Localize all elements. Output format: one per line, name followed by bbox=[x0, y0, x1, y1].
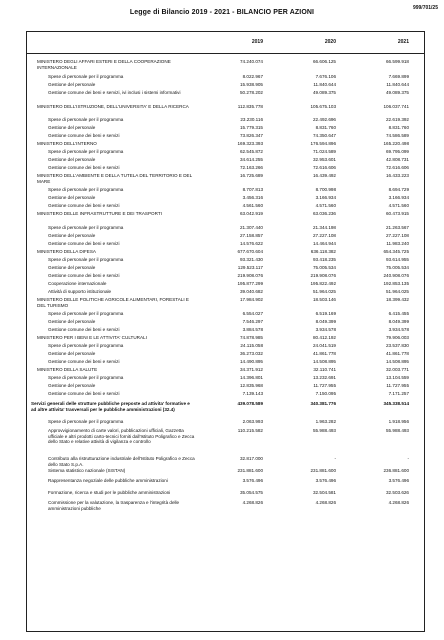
value-2019: 4.561.560 bbox=[242, 203, 263, 208]
value-2021: 42.808.731 bbox=[386, 157, 409, 162]
value-2019: 112.835.778 bbox=[237, 104, 263, 109]
value-2021: 66.599.918 bbox=[386, 59, 409, 64]
value-2021: 1.918.956 bbox=[388, 419, 409, 424]
value-2019: 74.240.074 bbox=[240, 59, 263, 64]
value-2021: 236.881.600 bbox=[383, 468, 409, 473]
value-2021: 22.619.392 bbox=[386, 117, 409, 122]
value-2019: 39.040.682 bbox=[240, 289, 263, 294]
row-label: Rappresentanza negoziale delle pubbliche amministrazioni bbox=[48, 478, 168, 483]
value-2020: 16.439.492 bbox=[313, 173, 336, 178]
value-2020: 4.571.560 bbox=[315, 203, 336, 208]
value-2019: 21.307.440 bbox=[240, 225, 263, 230]
value-2019: 14.490.895 bbox=[240, 359, 263, 364]
value-2019: 3.456.316 bbox=[242, 195, 263, 200]
value-2021: 60.473.915 bbox=[386, 211, 409, 216]
value-2021: 106.037.741 bbox=[383, 104, 409, 109]
value-2019: 169.323.393 bbox=[237, 141, 263, 146]
value-2020: 21.344.198 bbox=[313, 225, 336, 230]
row-label: Formazione, ricerca e studi per le pubbliche amministrazioni bbox=[48, 490, 171, 495]
value-2019: 62.545.872 bbox=[240, 149, 263, 154]
value-2020: 41.861.778 bbox=[313, 351, 336, 356]
value-2020: 11.840.644 bbox=[313, 82, 336, 87]
value-2021: 165.220.498 bbox=[383, 141, 409, 146]
value-2021: 16.433.223 bbox=[386, 173, 409, 178]
value-2019: 15.779.315 bbox=[240, 125, 263, 130]
row-label: Gestione comune dei beni e servizi bbox=[48, 203, 120, 208]
value-2019: 27.158.857 bbox=[240, 233, 263, 238]
value-2021: 7.171.257 bbox=[388, 391, 409, 396]
value-2020: - bbox=[334, 456, 336, 461]
value-2021: 345.338.514 bbox=[383, 401, 409, 406]
row-label: Sistema statistico nazionale (SISTAN) bbox=[48, 468, 126, 473]
row-label: Gestione comune dei beni e servizi bbox=[48, 273, 120, 278]
value-2019: 231.881.600 bbox=[237, 468, 263, 473]
value-2021: - bbox=[407, 456, 409, 461]
row-label: MINISTERO PER I BENI E LE ATTIVITA' CULTURALI bbox=[37, 335, 147, 340]
value-2019: 93.321.430 bbox=[240, 257, 263, 262]
value-2021: 69.795.099 bbox=[386, 149, 409, 154]
value-2021: 41.861.778 bbox=[386, 351, 409, 356]
row-label: Gestione del personale bbox=[48, 351, 96, 356]
value-2021: 27.227.108 bbox=[386, 233, 409, 238]
row-label: Commissione per la valutazione, la trasparenza e l'integrità delle amministrazioni pubbliche bbox=[48, 500, 180, 511]
value-2021: 654.345.725 bbox=[383, 249, 409, 254]
row-label: Spese di personale per il programma bbox=[48, 74, 124, 79]
value-2019: 2.063.993 bbox=[242, 419, 263, 424]
value-2021: 55.988.493 bbox=[386, 428, 409, 433]
value-2020: 22.492.696 bbox=[313, 117, 336, 122]
value-2019: 4.268.826 bbox=[242, 500, 263, 505]
value-2021: 8.049.399 bbox=[388, 319, 409, 324]
value-2021: 23.537.830 bbox=[386, 343, 409, 348]
row-label: Spese di personale per il programma bbox=[48, 419, 124, 424]
row-label: Gestione del personale bbox=[48, 157, 96, 162]
row-label: Spese di personale per il programma bbox=[48, 187, 124, 192]
value-2019: 63.042.919 bbox=[240, 211, 263, 216]
value-2020: 3.166.934 bbox=[315, 195, 336, 200]
value-2021: 7.669.899 bbox=[388, 74, 409, 79]
value-2021: 3.934.578 bbox=[388, 327, 409, 332]
value-2019: 16.725.689 bbox=[240, 173, 263, 178]
row-label: MINISTERO DELL'INTERNO bbox=[37, 141, 97, 146]
year-header-2019: 2019 bbox=[251, 39, 263, 45]
row-label: Spese di personale per il programma bbox=[48, 225, 124, 230]
row-label: Servizi generali delle strutture pubbliche preposte ad attivita' formative e ad altre attivita' trasversali per le pubbliche amministrazioni (32.4) bbox=[31, 401, 190, 412]
value-2020: 72.616.606 bbox=[313, 165, 336, 170]
value-2020: 11.727.955 bbox=[313, 383, 336, 388]
value-2019: 6.554.027 bbox=[242, 311, 263, 316]
value-2019: 110.215.582 bbox=[237, 428, 263, 433]
value-2021: 4.571.560 bbox=[388, 203, 409, 208]
value-2021: 3.576.496 bbox=[388, 478, 409, 483]
row-label: Spese di personale per il programma bbox=[48, 343, 124, 348]
value-2020: 231.881.600 bbox=[310, 468, 336, 473]
value-2020: 49.089.375 bbox=[313, 90, 336, 95]
row-label: MINISTERO DELLA SALUTE bbox=[37, 367, 98, 372]
row-label: Gestione del personale bbox=[48, 265, 96, 270]
value-2019: 12.835.968 bbox=[240, 383, 263, 388]
value-2019: 34.371.912 bbox=[240, 367, 263, 372]
row-label: MINISTERO DELLA DIFESA bbox=[37, 249, 96, 254]
value-2020: 18.503.146 bbox=[313, 297, 336, 302]
row-label: MINISTERO DEGLI AFFARI ESTERI E DELLA COOPERAZIONE INTERNAZIONALE bbox=[37, 59, 171, 70]
year-header-2020: 2020 bbox=[324, 39, 336, 45]
value-2019: 14.396.801 bbox=[240, 375, 263, 380]
value-2019: 129.523.117 bbox=[237, 265, 263, 270]
value-2019: 219.908.076 bbox=[237, 273, 263, 278]
value-2020: 8.700.998 bbox=[315, 187, 336, 192]
value-2021: 14.508.895 bbox=[386, 359, 409, 364]
value-2019: 35.054.575 bbox=[240, 490, 263, 495]
row-label: Gestione del personale bbox=[48, 125, 96, 130]
value-2019: 8.707.813 bbox=[242, 187, 263, 192]
value-2020: 195.822.492 bbox=[310, 281, 336, 286]
page-id: 999/701/25 bbox=[412, 5, 438, 11]
value-2021: 240.908.076 bbox=[383, 273, 409, 278]
value-2020: 24.041.519 bbox=[313, 343, 336, 348]
value-2021: 93.614.955 bbox=[386, 257, 409, 262]
value-2021: 75.005.534 bbox=[386, 265, 409, 270]
row-label: Gestione del personale bbox=[48, 195, 96, 200]
row-label: Spese di personale per il programma bbox=[48, 149, 124, 154]
value-2020: 74.350.647 bbox=[313, 133, 336, 138]
row-label: Gestione comune dei beni e servizi bbox=[48, 391, 120, 396]
row-label: Gestione del personale bbox=[48, 319, 96, 324]
row-label: MINISTERO DELL'AMBIENTE E DELLA TUTELA DEL TERRITORIO E DEL MARE bbox=[37, 173, 192, 184]
value-2020: 3.576.496 bbox=[315, 478, 336, 483]
value-2021: 79.906.003 bbox=[386, 335, 409, 340]
value-2020: 80.412.192 bbox=[313, 335, 336, 340]
value-2021: 51.964.025 bbox=[386, 289, 409, 294]
value-2019: 17.984.902 bbox=[240, 297, 263, 302]
row-label: Gestione del personale bbox=[48, 233, 96, 238]
value-2020: 32.504.581 bbox=[313, 490, 336, 495]
value-2020: 636.118.382 bbox=[310, 249, 336, 254]
value-2021: 74.586.589 bbox=[386, 133, 409, 138]
row-label: Approvvigionamento di carte valori, pubblicazioni ufficiali, Gazzetta ufficiale e altri prodotti carto-tecnici forniti dall'Istituto Poligrafico e Zecca dello Stato e relative attività di vigilanza e controllo bbox=[48, 428, 195, 444]
value-2020: 51.964.025 bbox=[313, 289, 336, 294]
row-label: MINISTERO DELLE POLITICHE AGRICOLE ALIMENTARI, FORESTALI E DEL TURISMO bbox=[37, 297, 189, 308]
value-2021: 32.003.771 bbox=[386, 367, 409, 372]
value-2020: 340.381.776 bbox=[310, 401, 336, 406]
value-2019: 195.877.299 bbox=[237, 281, 263, 286]
row-label: Attività di supporto istituzionale bbox=[48, 289, 112, 294]
value-2019: 439.078.589 bbox=[237, 401, 263, 406]
value-2020: 13.232.691 bbox=[313, 375, 336, 380]
value-2019: 15.938.905 bbox=[240, 82, 263, 87]
value-2021: 72.616.606 bbox=[386, 165, 409, 170]
value-2019: 72.163.266 bbox=[240, 165, 263, 170]
value-2020: 14.464.944 bbox=[313, 241, 336, 246]
row-label: Gestione comune dei beni e servizi bbox=[48, 165, 120, 170]
row-label: Gestione comune dei beni e servizi bbox=[48, 133, 120, 138]
value-2019: 3.884.578 bbox=[242, 327, 263, 332]
value-2019: 24.115.058 bbox=[240, 343, 263, 348]
value-2020: 93.418.235 bbox=[313, 257, 336, 262]
value-2020: 7.150.095 bbox=[315, 391, 336, 396]
value-2020: 32.110.741 bbox=[313, 367, 336, 372]
value-2021: 18.399.432 bbox=[386, 297, 409, 302]
value-2021: 32.503.626 bbox=[386, 490, 409, 495]
value-2019: 14.576.622 bbox=[240, 241, 263, 246]
value-2021: 8.831.760 bbox=[388, 125, 409, 130]
value-2020: 63.036.236 bbox=[313, 211, 336, 216]
value-2020: 32.953.601 bbox=[313, 157, 336, 162]
row-label: Gestione del personale bbox=[48, 383, 96, 388]
year-header-2021: 2021 bbox=[397, 39, 409, 45]
value-2021: 11.983.240 bbox=[386, 241, 409, 246]
value-2020: 27.227.108 bbox=[313, 233, 336, 238]
value-2019: 34.614.255 bbox=[240, 157, 263, 162]
value-2020: 105.675.103 bbox=[310, 104, 336, 109]
value-2020: 71.024.589 bbox=[313, 149, 336, 154]
value-2020: 176.594.896 bbox=[310, 141, 336, 146]
row-label: Gestione del personale bbox=[48, 82, 96, 87]
row-label: Spese di personale per il programma bbox=[48, 117, 124, 122]
value-2020: 3.934.578 bbox=[315, 327, 336, 332]
value-2021: 6.415.455 bbox=[388, 311, 409, 316]
value-2020: 8.831.760 bbox=[315, 125, 336, 130]
value-2020: 1.963.282 bbox=[315, 419, 336, 424]
row-label: MINISTERO DELL'ISTRUZIONE, DELL'UNIVERSITA' E DELLA RICERCA bbox=[37, 104, 189, 109]
value-2020: 66.606.125 bbox=[313, 59, 336, 64]
value-2020: 75.005.534 bbox=[313, 265, 336, 270]
document-title: Legge di Bilancio 2019 - 2021 - BILANCIO PER AZIONI bbox=[129, 9, 315, 16]
value-2021: 8.694.729 bbox=[388, 187, 409, 192]
value-2021: 192.853.135 bbox=[383, 281, 409, 286]
value-2021: 3.166.934 bbox=[388, 195, 409, 200]
value-2021: 11.840.644 bbox=[386, 82, 409, 87]
row-label: MINISTERO DELLE INFRASTRUTTURE E DEI TRASPORTI bbox=[37, 211, 162, 216]
row-label: Spese di personale per il programma bbox=[48, 375, 124, 380]
value-2021: 13.104.559 bbox=[386, 375, 409, 380]
value-2021: 4.268.826 bbox=[388, 500, 409, 505]
row-label: Gestione comune dei beni e servizi bbox=[48, 241, 120, 246]
value-2020: 6.519.169 bbox=[315, 311, 336, 316]
value-2019: 7.139.143 bbox=[242, 391, 263, 396]
row-label: Gestione comune dei beni e servizi bbox=[48, 359, 120, 364]
value-2020: 55.988.493 bbox=[313, 428, 336, 433]
row-label: Cooperazione internazionale bbox=[48, 281, 107, 286]
value-2019: 74.878.985 bbox=[240, 335, 263, 340]
value-2019: 32.817.000 bbox=[240, 456, 263, 461]
value-2020: 4.268.826 bbox=[315, 500, 336, 505]
value-2019: 23.230.116 bbox=[240, 117, 263, 122]
value-2020: 14.508.895 bbox=[313, 359, 336, 364]
value-2019: 50.278.202 bbox=[240, 90, 263, 95]
value-2021: 21.263.567 bbox=[386, 225, 409, 230]
value-2019: 677.670.604 bbox=[237, 249, 263, 254]
row-label: Spese di personale per il programma bbox=[48, 311, 124, 316]
row-label: Contributo alla ristrutturazione industriale dell'Istituto Poligrafico e Zecca dello Stato S.p.A. bbox=[48, 456, 195, 467]
value-2019: 7.546.297 bbox=[242, 319, 263, 324]
row-label: Spese di personale per il programma bbox=[48, 257, 124, 262]
row-label: Gestione comune dei beni e servizi, ivi inclusi i sistemi informativi bbox=[48, 90, 181, 95]
value-2020: 8.049.399 bbox=[315, 319, 336, 324]
value-2019: 36.273.032 bbox=[240, 351, 263, 356]
value-2019: 8.022.967 bbox=[242, 74, 263, 79]
row-label: Gestione comune dei beni e servizi bbox=[48, 327, 120, 332]
value-2021: 11.727.955 bbox=[386, 383, 409, 388]
value-2021: 49.089.375 bbox=[386, 90, 409, 95]
value-2020: 7.676.106 bbox=[315, 74, 336, 79]
value-2019: 3.576.496 bbox=[242, 478, 263, 483]
value-2019: 73.826.347 bbox=[240, 133, 263, 138]
value-2020: 219.908.076 bbox=[310, 273, 336, 278]
